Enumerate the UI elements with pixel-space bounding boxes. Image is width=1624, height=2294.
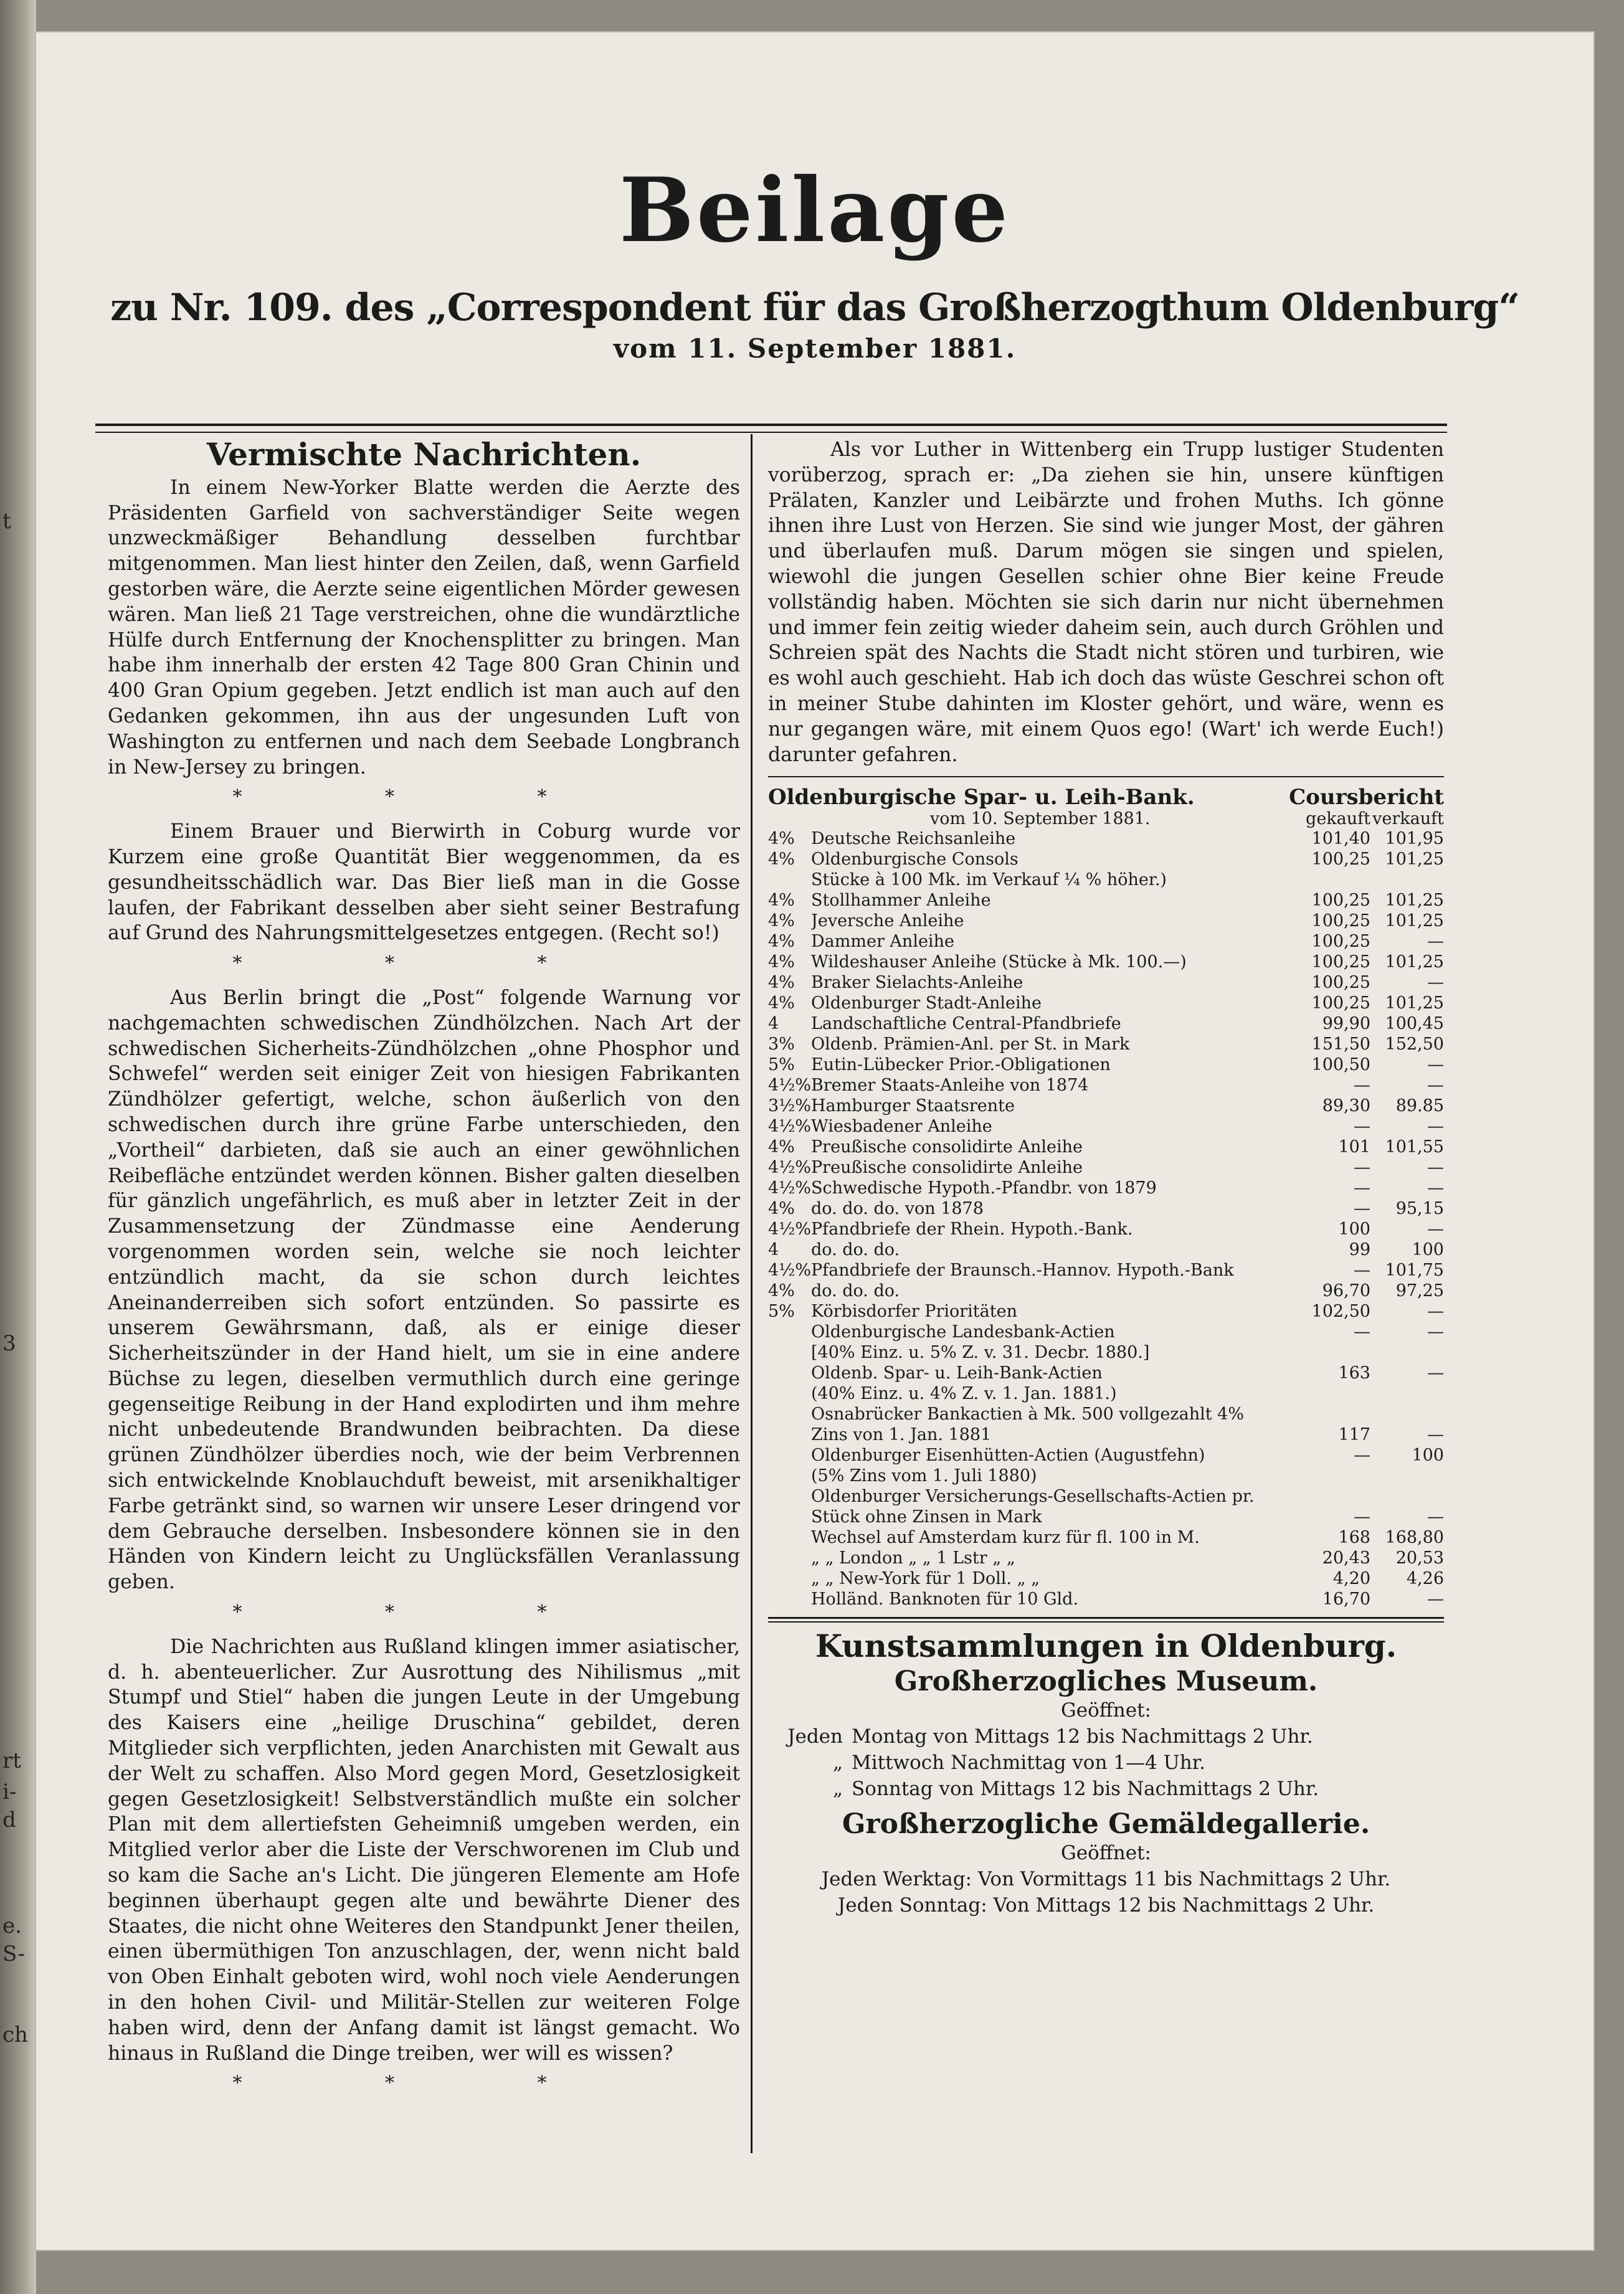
rate-cell: 4% <box>768 932 795 952</box>
buy-cell <box>1297 1383 1370 1404</box>
sell-cell: 101,25 <box>1385 850 1444 870</box>
rate-cell: 5% <box>768 1302 795 1322</box>
buy-cell: — <box>1354 1507 1370 1527</box>
buy-cell <box>1297 1404 1370 1424</box>
coursbericht-row <box>768 1589 1444 1609</box>
section-heading-vermischte: Vermischte Nachrichten. <box>206 436 642 473</box>
page-title: Beilage <box>619 159 1010 262</box>
gallery-hours-row: Jeden Werktag: Von Vormittags 11 bis Nachmittags 2 Uhr. <box>821 1867 1391 1890</box>
coursbericht-row <box>768 1383 1444 1404</box>
rate-cell: 4% <box>768 993 795 1013</box>
rate-cell: 4½% <box>768 1178 812 1198</box>
buy-cell: 100,25 <box>1311 973 1370 993</box>
name-cell: (5% Zins vom 1. Juli 1880) <box>811 1466 1037 1486</box>
name-cell: Preußische consolidirte Anleihe <box>811 1158 1083 1178</box>
sell-cell: 100,45 <box>1385 1014 1444 1034</box>
rate-cell <box>768 1383 811 1404</box>
rate-cell: 4% <box>768 1199 795 1219</box>
hours-text: Montag von Mittags 12 bis Nachmittags 2 Uhr. <box>852 1725 1313 1748</box>
coursbericht-row <box>768 911 1444 931</box>
sell-cell: — <box>1427 1178 1444 1198</box>
sell-cell: — <box>1427 1425 1444 1445</box>
name-cell: Holländ. Banknoten für 10 Gld. <box>811 1590 1079 1609</box>
edge-mark: i- <box>2 1780 17 1804</box>
name-cell: Stück ohne Zinsen in Mark <box>811 1507 1042 1527</box>
coursbericht-row <box>768 1096 1444 1116</box>
name-cell: Zins von 1. Jan. 1881 <box>811 1425 992 1445</box>
sell-cell: 4,26 <box>1406 1569 1444 1589</box>
buy-cell: — <box>1354 1117 1370 1137</box>
edge-mark: e. <box>2 1913 22 1938</box>
sell-cell: 101,25 <box>1385 952 1444 972</box>
name-cell: Pfandbriefe der Rhein. Hypoth.-Bank. <box>811 1220 1133 1239</box>
coursbericht-column-heads <box>1297 810 1444 828</box>
article-zuendhoelzchen: Aus Berlin bringt die „Post“ folgende Warnung vor nachgemachten schwedischen Zündhölzchen. Nach Art der schwedischen Sicherheits-Zündhölzchen „ohne Phosphor und Schwefel“ werden seit einiger Zeit von hiesigen Fabrikanten Zündhölzer gefertigt, welche, schon äußerlich von den schwedischen durch ihre grüne Farbe unterschieden, den „Vortheil“ darbieten, daß sie auch an einer gewöhnlichen Reibefläche entzündet werden können. Bisher galten dieselben für gänzlich ungefährlich, es muß aber in letzter Zeit in der Zusammensetzung der Zündmasse eine Aenderung vorgenommen worden sein, welche sie noch leichter entzündlich macht, da sie schon durch leichtes Aneinanderreiben sich sofort entzünden. So passirte es unserem Gewährsmann, daß, als er einige dieser Sicherheitszünder in der Hand hielt, um sie in eine andere Büchse zu legen, dieselben vermuthlich durch eine geringe gegenseitige Reibung in der Hand explodirten und ihm mehre nicht unbedeutende Brandwunden beibrachten. Da diese grünen Zündhölzer überdies noch, wie der beim Verbrennen sich entwickelnde Knoblauchduft beweist, mit arsenikhaltiger Farbe getränkt sind, so warnen wir unsere Leser dringend vor dem Gebrauche derselben. Insbesondere können sie in den Händen von Kindern leicht zu Unglücksfällen Veranlassung geben. <box>108 986 740 1594</box>
rate-cell: 4½% <box>768 1220 812 1239</box>
sell-cell: 101,25 <box>1385 891 1444 911</box>
sell-cell: 95,15 <box>1395 1199 1444 1219</box>
name-cell: Körbisdorfer Prioritäten <box>811 1302 1017 1322</box>
name-cell: Deutsche Reichsanleihe <box>811 829 1016 849</box>
sell-cell: 101,75 <box>1385 1261 1444 1281</box>
hours-lead: Jeden <box>787 1725 843 1748</box>
coursbericht-date: vom 10. September 1881. <box>930 809 1151 829</box>
name-cell: Oldenburger Eisenhütten-Actien (Augustfehn) <box>811 1446 1205 1466</box>
buy-cell: 100,25 <box>1311 932 1370 952</box>
buy-cell <box>1297 1486 1370 1507</box>
buy-cell: — <box>1354 1158 1370 1178</box>
name-cell: „ „ New-York für 1 Doll. „ „ <box>811 1569 1040 1589</box>
coursbericht-row <box>768 1239 1444 1260</box>
name-cell: Oldenburgische Consols <box>811 850 1019 870</box>
sell-cell: 101,95 <box>1385 829 1444 849</box>
coursbericht-row <box>768 1486 1444 1507</box>
coursbericht-row <box>768 828 1444 849</box>
name-cell: Pfandbriefe der Braunsch.-Hannov. Hypoth.-Bank <box>811 1261 1234 1281</box>
column-verkauft: verkauft <box>1372 809 1444 829</box>
rate-cell: 4% <box>768 1281 795 1301</box>
coursbericht-row <box>768 1116 1444 1137</box>
sell-cell <box>1370 1486 1444 1507</box>
gallery-open-label: Geöffnet: <box>1060 1841 1151 1864</box>
sell-cell <box>1370 870 1444 890</box>
coursbericht-row <box>768 1013 1444 1034</box>
buy-cell <box>1297 870 1370 890</box>
sell-cell: — <box>1427 1302 1444 1322</box>
right-column <box>768 437 1444 1918</box>
rate-cell: 4% <box>768 1137 795 1157</box>
newspaper-page <box>36 32 1593 2250</box>
buy-cell: 20,43 <box>1322 1548 1370 1568</box>
name-cell: Hamburger Staatsrente <box>811 1096 1015 1116</box>
buy-cell: — <box>1354 1178 1370 1198</box>
section-separator: * * * <box>232 1601 615 1624</box>
museum-hours-row <box>768 1723 1444 1750</box>
coursbericht-row <box>768 1034 1444 1055</box>
gallery-heading: Großherzogliche Gemäldegallerie. <box>842 1808 1370 1840</box>
coursbericht-row <box>768 1466 1444 1486</box>
adjacent-page-edge <box>0 0 36 2294</box>
sell-cell: 101,25 <box>1385 911 1444 931</box>
name-cell: Wiesbadener Anleihe <box>811 1117 992 1137</box>
museum-hours <box>768 1723 1444 1802</box>
rate-cell: 4% <box>768 911 795 931</box>
divider <box>768 1617 1444 1623</box>
buy-cell: 100,25 <box>1311 850 1370 870</box>
coursbericht-row <box>768 1198 1444 1219</box>
buy-cell: — <box>1354 1446 1370 1466</box>
rate-cell: 4 <box>768 1014 779 1034</box>
coursbericht-row <box>768 1075 1444 1096</box>
name-cell: Oldenburgische Landesbank-Actien <box>811 1322 1115 1342</box>
coursbericht-row <box>768 1178 1444 1198</box>
coursbericht-row <box>768 1424 1444 1445</box>
coursbericht-row <box>768 1342 1444 1363</box>
sell-cell: — <box>1427 1322 1444 1342</box>
section-separator: * * * <box>232 2072 615 2095</box>
sell-cell: — <box>1427 1220 1444 1239</box>
name-cell: Wildeshauser Anleihe (Stücke à Mk. 100.—) <box>811 952 1187 972</box>
coursbericht-row <box>768 1404 1444 1424</box>
name-cell: (40% Einz. u. 4% Z. v. 1. Jan. 1881.) <box>811 1384 1117 1404</box>
hours-lead: „ <box>832 1751 843 1774</box>
rate-cell: 4½% <box>768 1076 812 1096</box>
sell-cell: 101,25 <box>1385 993 1444 1013</box>
buy-cell: 99,90 <box>1322 1014 1370 1034</box>
rate-cell <box>768 1404 811 1424</box>
sell-cell <box>1370 1466 1444 1486</box>
rate-cell <box>768 1322 811 1342</box>
rate-cell <box>768 1363 811 1383</box>
rate-cell <box>768 1507 811 1527</box>
section-separator: * * * <box>232 952 615 975</box>
coursbericht-title: Coursbericht <box>1289 785 1444 810</box>
coursbericht-row <box>768 1445 1444 1466</box>
coursbericht-row <box>768 1322 1444 1342</box>
name-cell: Stücke à 100 Mk. im Verkauf ¼ % höher.) <box>811 870 1167 890</box>
left-column <box>108 437 740 2105</box>
museum-heading: Großherzogliches Museum. <box>894 1666 1318 1698</box>
rate-cell: 4½% <box>768 1261 812 1281</box>
edge-mark: t <box>2 509 11 534</box>
museum-open-label: Geöffnet: <box>1060 1699 1151 1722</box>
buy-cell: 163 <box>1338 1363 1370 1383</box>
coursbericht-row <box>768 1363 1444 1383</box>
buy-cell: 100 <box>1338 1220 1370 1239</box>
edge-mark: 3 <box>2 1331 16 1356</box>
rate-cell: 4% <box>768 973 795 993</box>
coursbericht-row <box>768 972 1444 993</box>
coursbericht-row <box>768 1548 1444 1568</box>
sell-cell: 168,80 <box>1385 1528 1444 1548</box>
sell-cell: — <box>1427 1507 1444 1527</box>
name-cell: Jeversche Anleihe <box>811 911 964 931</box>
coursbericht-row <box>768 1301 1444 1322</box>
coursbericht-row <box>768 1157 1444 1178</box>
buy-cell: — <box>1354 1076 1370 1096</box>
sell-cell <box>1370 1404 1444 1424</box>
name-cell: Oldenburger Stadt-Anleihe <box>811 993 1042 1013</box>
name-cell: do. do. do. <box>811 1240 900 1260</box>
rate-cell: 4% <box>768 891 795 911</box>
buy-cell: — <box>1354 1199 1370 1219</box>
sell-cell: 152,50 <box>1385 1035 1444 1055</box>
sell-cell: — <box>1427 973 1444 993</box>
coursbericht-row <box>768 849 1444 870</box>
sell-cell: — <box>1427 1076 1444 1096</box>
page-subtitle: zu Nr. 109. des „Correspondent für das Großherzogthum Oldenburg“ <box>110 286 1519 329</box>
coursbericht-row <box>768 993 1444 1013</box>
buy-cell: 96,70 <box>1322 1281 1370 1301</box>
name-cell: „ „ London „ „ 1 Lstr „ „ <box>811 1548 1015 1568</box>
sell-cell: 89.85 <box>1395 1096 1444 1116</box>
name-cell: do. do. do. <box>811 1281 900 1301</box>
edge-mark: rt <box>2 1748 21 1773</box>
edge-mark: ch <box>2 2022 28 2047</box>
rate-cell: 5% <box>768 1055 795 1075</box>
name-cell: Bremer Staats-Anleihe von 1874 <box>811 1076 1089 1096</box>
coursbericht-row <box>768 1527 1444 1548</box>
coursbericht-subheading <box>768 810 1444 828</box>
buy-cell: 168 <box>1338 1528 1370 1548</box>
museum-hours-row <box>768 1776 1444 1802</box>
rate-cell: 4% <box>768 850 795 870</box>
name-cell: Oldenb. Spar- u. Leih-Bank-Actien <box>811 1363 1103 1383</box>
article-coburg-bier: Einem Brauer und Bierwirth in Coburg wurde vor Kurzem eine große Quantität Bier weggenommen, da es gesundheitsschädlich war. Das Bier ließ man in die Gosse laufen, der Fabrikant desselben aber sieht seiner Bestrafung auf Grund des Nahrungsmittelgesetzes entgegen. (Recht so!) <box>108 820 740 945</box>
name-cell: do. do. do. von 1878 <box>811 1199 984 1219</box>
sell-cell: 100 <box>1412 1446 1444 1466</box>
coursbericht-row <box>768 1568 1444 1589</box>
name-cell: Stollhammer Anleihe <box>811 891 991 911</box>
buy-cell: — <box>1354 1261 1370 1281</box>
rate-cell <box>768 1342 811 1363</box>
museum-hours-row <box>768 1750 1444 1776</box>
coursbericht-row <box>768 1137 1444 1157</box>
masthead <box>36 159 1593 364</box>
gallery-hours <box>768 1866 1444 1918</box>
rate-cell: 4% <box>768 829 795 849</box>
rate-cell: 4½% <box>768 1158 812 1178</box>
buy-cell: 89,30 <box>1322 1096 1370 1116</box>
sell-cell: 100 <box>1412 1240 1444 1260</box>
rate-cell: 3½% <box>768 1096 812 1116</box>
buy-cell: 101,40 <box>1311 829 1370 849</box>
sell-cell: — <box>1427 1590 1444 1609</box>
article-russland: Die Nachrichten aus Rußland klingen immer asiatischer, d. h. abenteuerlicher. Zur Ausrottung des Nihilismus „mit Stumpf und Stiel“ haben die jungen Leute in der Umgebung des Kaisers eine „heilige Druschina“ gebildet, deren Mitglieder sich verpflichten, jeden Anarchisten mit Gewalt aus der Welt zu schaffen. Also Mord gegen Mord, Gesetzlosigkeit gegen Gesetzlosigkeit! Selbstverständlich mußte ein solcher Plan mit dem allertiefsten Geheimniß umgeben werden, ein Mitglied verlor aber die Liste der Verschworenen im Club und so kam die Sache an's Licht. Die jüngeren Elemente am Hofe beginnen überhaupt gegen alte und bewährte Diener des Staates, die nicht ohne Weiteres den Standpunkt Jener theilen, einen übermüthigen Ton anzuschlagen, der, wenn nicht bald von Oben Einhalt geboten wird, wohl noch viele Aenderungen in den hohen Civil- und Militär-Stellen zur weiteren Folge haben wird, denn der Anfang damit ist längst gemacht. Wo hinaus in Rußland die Dinge treiben, wer will es wissen? <box>108 1635 740 2065</box>
coursbericht-row <box>768 1055 1444 1075</box>
buy-cell: — <box>1354 1322 1370 1342</box>
name-cell: Eutin-Lübecker Prior.-Obligationen <box>811 1055 1111 1075</box>
coursbericht-row <box>768 1281 1444 1301</box>
buy-cell: 100,25 <box>1311 952 1370 972</box>
rate-cell <box>768 1568 811 1589</box>
coursbericht <box>768 785 1444 1609</box>
rate-cell <box>768 1589 811 1609</box>
buy-cell: 117 <box>1338 1425 1370 1445</box>
name-cell: [40% Einz. u. 5% Z. v. 31. Decbr. 1880.] <box>811 1343 1150 1363</box>
coursbericht-row <box>768 1507 1444 1527</box>
sell-cell: — <box>1427 1158 1444 1178</box>
rate-cell <box>768 1548 811 1568</box>
coursbericht-row <box>768 1219 1444 1239</box>
column-gekauft: gekauft <box>1306 809 1370 829</box>
coursbericht-heading <box>768 785 1444 810</box>
buy-cell <box>1297 1342 1370 1363</box>
rate-cell <box>768 1424 811 1445</box>
section-separator: * * * <box>232 786 615 808</box>
coursbericht-row <box>768 1260 1444 1281</box>
sell-cell: — <box>1427 932 1444 952</box>
edge-mark: S- <box>2 1941 26 1966</box>
rate-cell: 3% <box>768 1035 795 1055</box>
rate-cell <box>768 1466 811 1486</box>
name-cell: Landschaftliche Central-Pfandbriefe <box>811 1014 1121 1034</box>
sell-cell: 101,55 <box>1385 1137 1444 1157</box>
buy-cell: 100,25 <box>1311 891 1370 911</box>
buy-cell: 100,25 <box>1311 993 1370 1013</box>
coursbericht-row <box>768 952 1444 972</box>
coursbericht-row <box>768 931 1444 952</box>
sell-cell: — <box>1427 1363 1444 1383</box>
hours-text: Sonntag von Mittags 12 bis Nachmittags 2 Uhr. <box>852 1777 1319 1800</box>
sell-cell: — <box>1427 1117 1444 1137</box>
coursbericht-table <box>768 828 1444 1609</box>
rate-cell <box>768 1445 811 1466</box>
buy-cell <box>1297 1466 1370 1486</box>
buy-cell: 102,50 <box>1311 1302 1370 1322</box>
name-cell: Wechsel auf Amsterdam kurz für fl. 100 in M. <box>811 1528 1200 1548</box>
column-divider <box>751 434 753 2153</box>
article-garfield: In einem New-Yorker Blatte werden die Aerzte des Präsidenten Garfield von sachverständiger Seite wegen unzweckmäßiger Behandlung desselben furchtbar mitgenommen. Man liest hinter den Zeilen, daß, wenn Garfield gestorben wäre, die Aerzte seine eigentlichen Mörder gewesen wären. Man ließ 21 Tage verstreichen, ohne die wundärztliche Hülfe durch Entfernung der Knochensplitter zu bringen. Man habe ihm innerhalb der ersten 42 Tage 800 Gran Chinin und 400 Gran Opium gegeben. Jetzt endlich ist man auch auf den Gedanken gekommen, ihn aus der ungesunden Luft von Washington zu entfernen und nach dem Seebade Longbranch in New-Jersey zu bringen. <box>108 476 740 779</box>
rate-cell <box>768 870 811 890</box>
rate-cell: 4 <box>768 1240 779 1260</box>
buy-cell: 99 <box>1349 1240 1370 1260</box>
gallery-hours-row: Jeden Sonntag: Von Mittags 12 bis Nachmittags 2 Uhr. <box>837 1893 1375 1917</box>
issue-date: vom 11. September 1881. <box>613 333 1017 364</box>
edge-mark: d <box>2 1808 16 1832</box>
sell-cell: 97,25 <box>1395 1281 1444 1301</box>
hours-lead: „ <box>832 1777 843 1800</box>
buy-cell: 4,20 <box>1332 1569 1370 1589</box>
buy-cell: 101 <box>1338 1137 1370 1157</box>
hours-text: Mittwoch Nachmittag von 1—4 Uhr. <box>852 1751 1205 1774</box>
name-cell: Oldenb. Prämien-Anl. per St. in Mark <box>811 1035 1130 1055</box>
coursbericht-row <box>768 890 1444 911</box>
section-heading-kunstsammlungen: Kunstsammlungen in Oldenburg. <box>815 1628 1397 1665</box>
rate-cell: 4% <box>768 952 795 972</box>
rate-cell <box>768 1527 811 1548</box>
rate-cell: 4½% <box>768 1117 812 1137</box>
sell-cell <box>1370 1383 1444 1404</box>
coursbericht-row <box>768 870 1444 890</box>
name-cell: Braker Sielachts-Anleihe <box>811 973 1023 993</box>
header-rule <box>95 424 1447 433</box>
sell-cell: 20,53 <box>1395 1548 1444 1568</box>
buy-cell: 151,50 <box>1311 1035 1370 1055</box>
article-luther-studenten: Als vor Luther in Wittenberg ein Trupp lustiger Studenten vorüberzog, sprach er: „Da ziehen sie hin, unsere künftigen Prälaten, Kanzler und Leibärzte und frohen Muths. Ich gönne ihnen ihre Lust von Herzen. Sie sind wie junger Most, der gähren und überlaufen muß. Darum mögen sie singen und spielen, wiewohl die jungen Gesellen schier ohne Bier keine Freude vollständig haben. Möchten sie sich darin nur nicht übernehmen und immer fein zeitig wieder daheim sein, auch durch Gröhlen und Schreien spät des Nachts die Stadt nicht stören und turbiren, wie es wohl auch geschieht. Hab ich doch das wüste Geschrei schon oft in meiner Stube dahinten im Kloster gehört, und wäre, wenn es nur gegangen wäre, mit einem Quos ego! (Wart' ich werde Euch!) darunter gefahren. <box>768 438 1444 766</box>
name-cell: Oldenburger Versicherungs-Gesellschafts-Actien pr. <box>811 1487 1255 1507</box>
name-cell: Dammer Anleihe <box>811 932 954 952</box>
rate-cell <box>768 1486 811 1507</box>
divider <box>768 776 1444 777</box>
buy-cell: 100,50 <box>1311 1055 1370 1075</box>
buy-cell: 100,25 <box>1311 911 1370 931</box>
sell-cell <box>1370 1342 1444 1363</box>
name-cell: Preußische consolidirte Anleihe <box>811 1137 1083 1157</box>
bank-name: Oldenburgische Spar- u. Leih-Bank. <box>768 785 1195 810</box>
sell-cell: — <box>1427 1055 1444 1075</box>
buy-cell: 16,70 <box>1322 1590 1370 1609</box>
name-cell: Osnabrücker Bankactien à Mk. 500 vollgezahlt 4% <box>811 1405 1244 1424</box>
name-cell: Schwedische Hypoth.-Pfandbr. von 1879 <box>811 1178 1157 1198</box>
